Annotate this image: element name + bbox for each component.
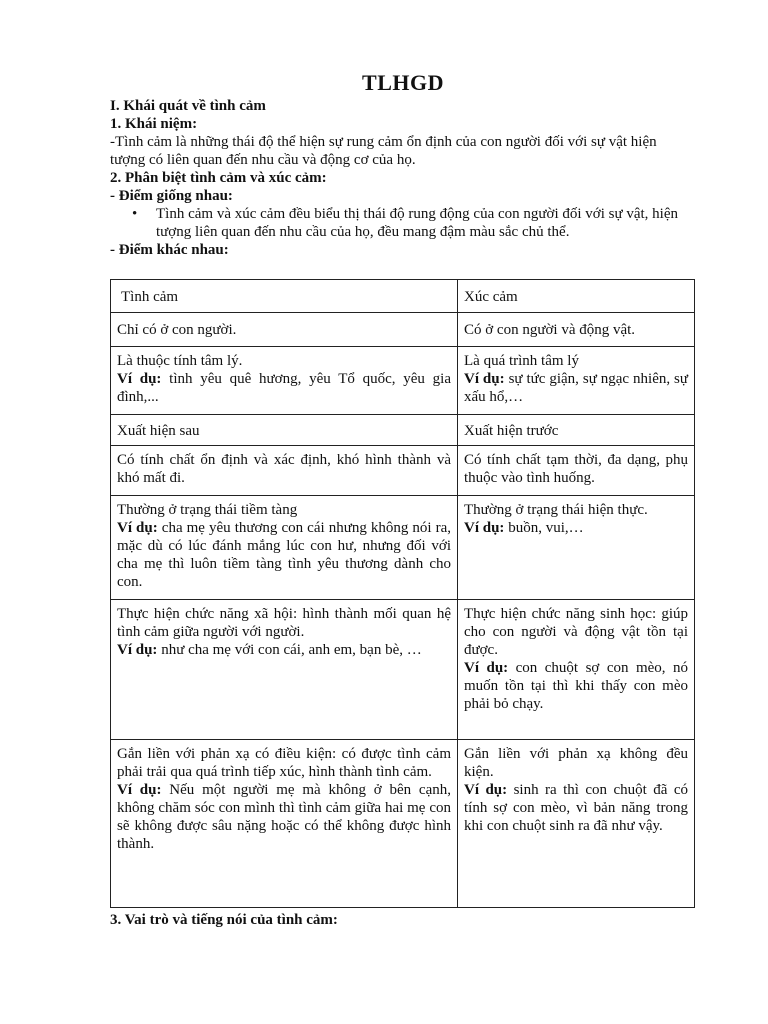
subheading-distinguish: 2. Phân biệt tình cảm và xúc cảm: (110, 170, 327, 186)
table-row (111, 446, 695, 496)
table-cell-left (111, 600, 458, 740)
example-text: tình yêu quê hương, yêu Tổ quốc, yêu gia đình,... (117, 371, 451, 405)
table-row (111, 313, 695, 347)
example-label: Ví dụ: (464, 660, 509, 676)
document-title: TLHGD (362, 70, 444, 95)
table-row (111, 496, 695, 600)
table-row (111, 347, 695, 415)
example-text: cha mẹ yêu thương con cái nhưng không nói ra, mặc dù có lúc đánh mắng lúc con hư, nhưng đối với cha mẹ thì luôn tiềm tàng tình yêu thương dành cho con. (117, 520, 452, 590)
table-cell-right (458, 740, 695, 908)
table-cell-right (458, 496, 695, 600)
table-cell-left: Xuất hiện sau (111, 415, 458, 446)
similarities-list (110, 205, 694, 241)
example-label: Ví dụ: (117, 642, 158, 658)
cell-text: Là quá trình tâm lý (464, 353, 579, 369)
header-cell-emotion: Tình cảm (111, 280, 458, 313)
example-label: Ví dụ: (117, 520, 158, 536)
table-cell-left (111, 347, 458, 415)
table-cell-right: Có ở con người và động vật. (458, 313, 695, 347)
table-cell-right: Xuất hiện trước (458, 415, 695, 446)
example-label: Ví dụ: (117, 782, 162, 798)
differences-heading: - Điểm khác nhau: (110, 242, 229, 258)
subheading-definition: 1. Khái niệm: (110, 116, 198, 132)
definition-paragraph: -Tình cảm là những thái độ thể hiện sự rung cảm ổn định của con người đối với sự vật hiện tượng có liên quan đến nhu cầu và động cơ của họ. (110, 134, 657, 168)
table-cell-right (458, 347, 695, 415)
cell-text: Gắn liền với phản xạ không đều kiện. (464, 746, 688, 780)
example-label: Ví dụ: (464, 371, 505, 387)
header-cell-feeling: Xúc cảm (458, 280, 695, 313)
cell-text: Là thuộc tính tâm lý. (117, 353, 243, 369)
example-label: Ví dụ: (464, 520, 505, 536)
section-heading-1: I. Khái quát về tình cảm (110, 98, 266, 114)
table-row (111, 415, 695, 446)
cell-text: Thường ở trạng thái hiện thực. (464, 502, 648, 518)
cell-text: Gắn liền với phản xạ có điều kiện: có được tình cảm phải trải qua quá trình tiếp xúc, hình thành tình cảm. (117, 746, 451, 780)
table-row (111, 600, 695, 740)
example-text: Nếu một người mẹ mà không ở bên cạnh, không chăm sóc con mình thì tình cảm giữa hai mẹ con sẽ không được sâu nặng hoặc có thể không được hình thành. (117, 782, 451, 852)
example-label: Ví dụ: (117, 371, 162, 387)
table-cell-right (458, 600, 695, 740)
table-cell-left: Chỉ có ở con người. (111, 313, 458, 347)
cell-text: Thường ở trạng thái tiềm tàng (117, 502, 298, 518)
cell-text: Thực hiện chức năng xã hội: hình thành mối quan hệ tình cảm giữa người với người. (117, 606, 451, 640)
example-text: sinh ra thì con chuột đã có tính sợ con mèo, vì bản năng trong khi con chuột sinh ra đã như vậy. (464, 782, 689, 834)
example-text: buồn, vui,… (508, 520, 584, 536)
cell-text: Thực hiện chức năng sinh học: giúp cho con người và động vật tồn tại được. (464, 606, 688, 658)
example-text: như cha mẹ với con cái, anh em, bạn bè, … (161, 642, 422, 658)
table-cell-left (111, 496, 458, 600)
example-text: con chuột sợ con mèo, nó muốn tồn tại thì khi thấy con mèo phải bỏ chạy. (464, 660, 688, 712)
table-row (111, 740, 695, 908)
table-header-row (111, 280, 695, 313)
table-cell-left: Có tính chất ổn định và xác định, khó hình thành và khó mất đi. (111, 446, 458, 496)
comparison-table (110, 279, 695, 908)
subheading-role: 3. Vai trò và tiếng nói của tình cảm: (110, 912, 338, 928)
document-body (110, 97, 694, 259)
similarities-heading: - Điểm giống nhau: (110, 188, 233, 204)
example-text: sự tức giận, sự ngạc nhiên, sự xấu hổ,… (464, 371, 688, 405)
similarities-bullet: • Tình cảm và xúc cảm đều biểu thị thái độ rung động của con người đối với sự vật, hiện tượng liên quan đến nhu cầu của họ, đều mang đậm màu sắc chủ thể. (156, 205, 694, 241)
table-cell-right: Có tính chất tạm thời, đa dạng, phụ thuộc vào tình huống. (458, 446, 695, 496)
example-label: Ví dụ: (464, 782, 508, 798)
table-cell-left (111, 740, 458, 908)
